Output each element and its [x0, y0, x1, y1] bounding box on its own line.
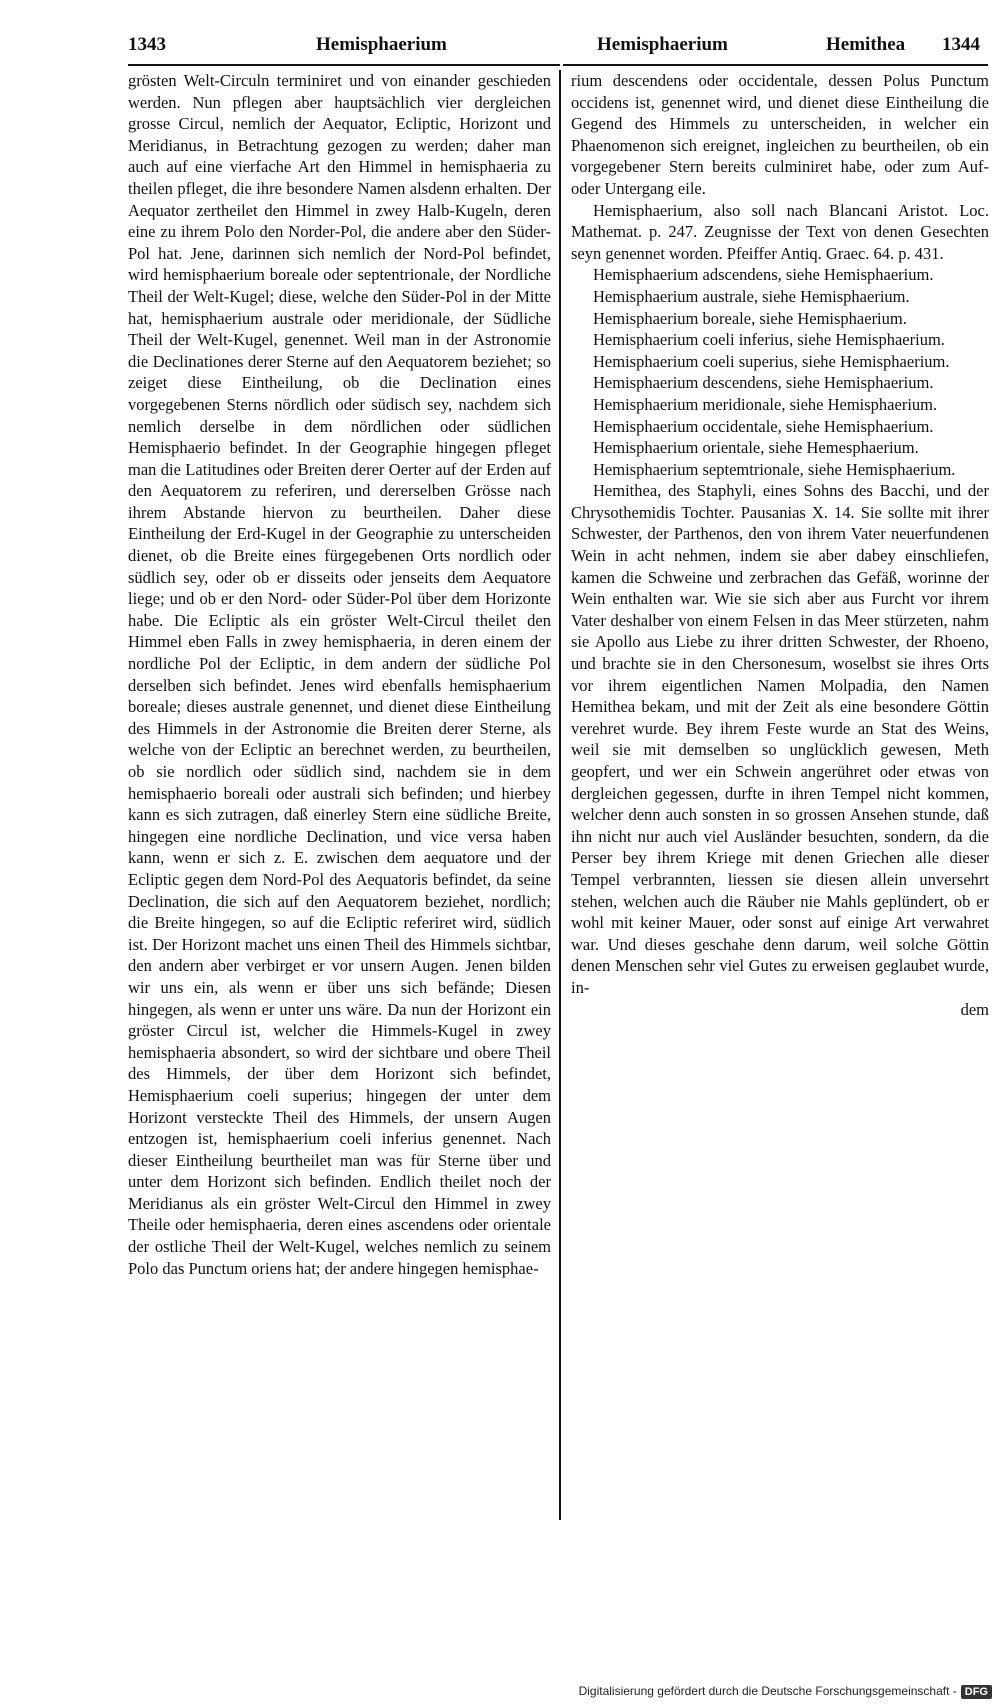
- footer-text: Digitalisierung gefördert durch die Deutsche Forschungsgemeinschaft -: [578, 1684, 957, 1698]
- entry-australe: Hemisphaerium australe, siehe Hemisphaerium.: [593, 286, 910, 306]
- entry-descendens: Hemisphaerium descendens, siehe Hemisphaerium.: [593, 373, 934, 393]
- entry-occidentale: Hemisphaerium occidentale, siehe Hemisphaerium.: [593, 416, 934, 436]
- entry-adscendens: Hemisphaerium adscendens, siehe Hemisphaerium.: [593, 265, 934, 285]
- page-catchword: dem: [960, 999, 989, 1019]
- entry-boreale: Hemisphaerium boreale, siehe Hemisphaerium.: [593, 308, 907, 328]
- right-catchword-header: Hemithea: [826, 34, 906, 55]
- digitization-footer: [579, 1684, 992, 1699]
- entry-septemtrionale: Hemisphaerium septemtrionale, siehe Hemisphaerium.: [593, 459, 956, 479]
- right-intro-paragraph: rium descendens oder occidentale, dessen Polus Punctum occidens ist, genennet wird, und dienet diese Eintheilung die Gegend des Himmels zu unterscheiden, in welcher ein Phaenomenon sich ereignet, ingleichen zu beurtheilen, ob ein vorgegebener Stern bereits culminiret habe, oder zum Auf- oder Untergang eile.: [571, 71, 989, 198]
- left-page-number: 1343: [128, 34, 166, 55]
- left-text-column: [128, 70, 551, 1279]
- right-header-rule: [563, 64, 988, 66]
- left-paragraph: grösten Welt-Circuln terminiret und von einander geschieden werden. Nun pflegen aber hauptsächlich vier dergleichen grosse Circul, nemlich der Aequator, Ecliptic, Horizont und Meridianus, in Betrachtung gezogen zu werden; daher man auch auf eine vierfache Art den Himmel in hemisphaeria zu theilen pfleget, die ihre besondere Namen alsdenn erhalten. Der Aequator zertheilet den Himmel in zwey Halb-Kugeln, deren eine zu ihrem Polo den Norder-Pol, die andere aber den Süder-Pol hat. Jene, darinnen sich nemlich der Nord-Pol befindet, wird hemisphaerium boreale oder septentrionale, der Nordliche Theil der Welt-Kugel; diese, welche den Süder-Pol in der Mitte hat, hemisphaerium australe oder meridionale, der Südliche Theil der Welt-Kugel, genennet. Weil man in der Astronomie die Declinationes derer Sterne auf den Aequatorem beziehet; so zeiget diese Eintheilung, ob die Declination eines vorgegebenen Sterns nördlich oder südisch sey, nachdem sich nemlich derselbe in dem nördlichen oder südlichen Hemisphaerio befindet. In der Geographie hingegen pfleget man die Latitudines oder Breiten derer Oerter auf der Erden auf den Aequatorem zu referiren, und dererselben Grösse nach ihrem Abstande hiervon zu beurtheilen. Daher diese Eintheilung der Erd-Kugel in der Geographie zu unterscheiden dienet, ob die Breite eines fürgegebenen Orts nordlich oder südlich sey, oder ob er disseits oder jenseits dem Aequatore liege; und ob er den Nord- oder Süder-Pol über dem Horizonte habe. Die Ecliptic als ein gröster Welt-Circul theilet den Himmel eben Falls in zwey hemisphaeria, in deren einem der nordliche Pol der Ecliptic, in dem andern der südliche Pol derselben sich befindet. Jenes wird ebenfalls hemisphaerium boreale; dieses australe genennet, und dienet diese Eintheilung des Himmels in der Astronomie die Breiten derer Sterne, als welche von der Ecliptic an berechnet werden, zu beurtheilen, ob sie nordlich oder südlich sind, nachdem sie in dem hemisphaerio boreali oder australi sich befinden; und hierbey kann es sich zutragen, daß einerley Stern eine südliche Breite, hingegen eine nordliche Declination, und vice versa haben kann, wenn er sich z. E. zwischen dem aequatore und der Ecliptic gegen dem Nord-Pol des Aequatoris befindet, da seine Declination, die sich auf den Aequatorem beziehet, nordlich; die Breite hingegen, so auf die Ecliptic referiret wird, südlich ist. Der Horizont machet uns einen Theil des Himmels sichtbar, den andern aber verbirget er vor unsern Augen. Jenen bilden wir uns ein, als wenn er über uns sich befände; Diesen hingegen, als wenn er unter uns wäre. Da nun der Horizont ein gröster Circul ist, welcher die Himmels-Kugel in zwey hemisphaeria absondert, so wird der sichtbare und obere Theil des Himmels, der über dem Horizont sich befindet, Hemisphaerium coeli superius; hingegen der unter dem Horizont versteckte Theil des Himmels, der unsern Augen entzogen ist, hemisphaerium coeli inferius genennet. Nach dieser Eintheilung beurtheilet man was für Sterne über und unter dem Horizont sich befinden. Endlich theilet noch der Meridianus als ein gröster Welt-Circul den Himmel in zwey Theile oder hemisphaeria, deren eines ascendens oder orientale der ostliche Theil der Welt-Kugel, welches nemlich zu seinem Polo das Punctum oriens hat; der andere hingegen hemisphae-: [128, 71, 551, 1278]
- left-running-title: Hemisphaerium: [316, 34, 447, 55]
- entry-orientale: Hemisphaerium orientale, siehe Hemesphaerium.: [593, 438, 919, 458]
- entry-coeli-superius: Hemisphaerium coeli superius, siehe Hemisphaerium.: [593, 351, 950, 371]
- dfg-logo: DFG: [961, 1685, 992, 1699]
- right-text-column: [571, 70, 989, 1020]
- entry-hemisphaerium: Hemisphaerium, also soll nach Blancani Aristot. Loc. Mathemat. p. 247. Zeugnisse der Text von denen Gesechten seyn genennet worden. Pfeiffer Antiq. Graec. 64. p. 431.: [571, 200, 989, 263]
- entry-hemithea: Hemithea, des Staphyli, eines Sohns des Bacchi, und der Chrysothemidis Tochter. Pausanias X. 14. Sie sollte mit ihrer Schwester, der Parthenos, den von ihrem Vater neuerfundenen Wein in acht nehmen, indem sie aber dabey einschliefen, kamen die Schweine und zerbrachen das Gefäß, worinne der Wein enthalten war. Wie sie sich aber aus Furcht vor ihrem Vater deshalber von einem Felsen in das Meer stürzeten, nahm sie Apollo aus Liebe zu ihrer dritten Schwester, der Rhoeno, und brachte sie in den Chersonesum, woselbst sie ihres Orts vor ihrem eigentlichen Namen Molpadia, den Namen Hemithea bekam, und mit der Zeit als eine besondere Göttin verehret wurde. Bey ihrem Feste wurde an Stat des Weins, weil sie mit demselben so unglücklich gewesen, Meth geopfert, und wer ein Schwein angerühret oder etwas von dergleichen gegessen, durfte in ihren Tempel nicht kommen, welcher denn auch sonsten in so grossen Ansehen stunde, daß ihn nicht nur auch viel Ausländer besuchten, sondern, da die Perser bey ihrem Kriege mit denen Griechen alle dieser Tempel verbrannten, liessen sie diesen allein unversehrt stehen, welchen auch die Räuber nie Mahls geplündert, ob er wohl mit keiner Mauer, oder sonst auf einige Art verwahret war. Und dieses geschahe denn darum, weil solche Göttin denen Menschen sehr viel Gutes zu erweisen geglaubet wurde, in-: [571, 481, 989, 997]
- left-header-rule: [128, 64, 560, 66]
- entry-coeli-inferius: Hemisphaerium coeli inferius, siehe Hemisphaerium.: [593, 330, 945, 350]
- right-page-number: 1344: [942, 34, 980, 55]
- column-divider: [559, 70, 561, 1520]
- entry-meridionale: Hemisphaerium meridionale, siehe Hemisphaerium.: [593, 394, 938, 414]
- right-running-title: Hemisphaerium: [597, 34, 728, 55]
